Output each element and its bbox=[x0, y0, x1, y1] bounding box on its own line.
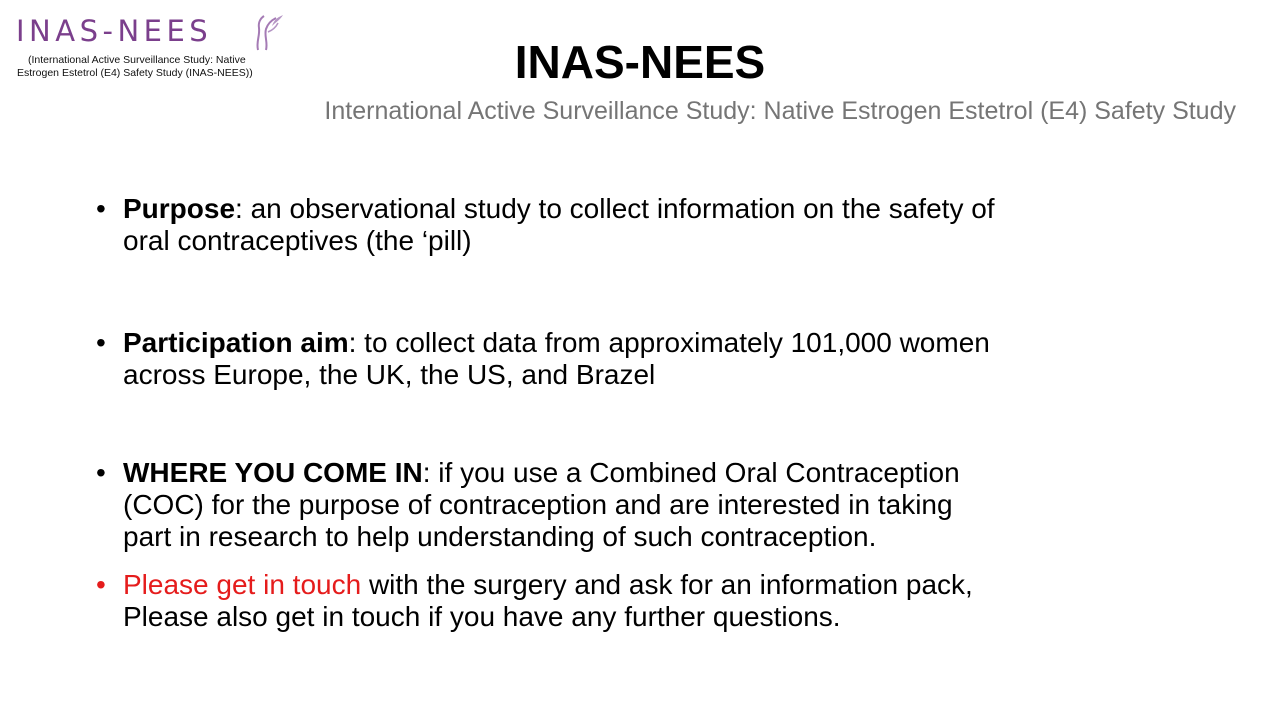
bullet-marker: • bbox=[96, 193, 106, 224]
bullet-marker: • bbox=[96, 327, 106, 358]
bullet-text: with the surgery and ask for an information pack, bbox=[361, 569, 973, 600]
bullet-item-participation-aim bbox=[96, 327, 1216, 391]
logo-caption-line-2: Estrogen Estetrol (E4) Safety Study (INAS-NEES)) bbox=[17, 67, 253, 79]
page-subtitle: International Active Surveillance Study: Native Estrogen Estetrol (E4) Safety Study bbox=[324, 97, 1236, 125]
page-title: INAS-NEES bbox=[514, 36, 766, 88]
bullet-text: across Europe, the UK, the US, and Brazel bbox=[123, 359, 656, 390]
bullet-label: WHERE YOU COME IN bbox=[123, 457, 423, 488]
bullet-item-where-you-come-in bbox=[96, 457, 1216, 553]
bullet-highlight: Please get in touch bbox=[123, 569, 362, 600]
bullet-text: oral contraceptives (the ‘pill) bbox=[123, 225, 472, 256]
bullet-item-get-in-touch bbox=[96, 569, 1216, 633]
bullet-marker: • bbox=[96, 569, 106, 600]
bullet-text: part in research to help understanding of such contraception. bbox=[123, 521, 877, 552]
logo-wordmark: INAS-NEES bbox=[16, 14, 213, 48]
bullet-label: Participation aim bbox=[123, 327, 349, 358]
bullet-text: : an observational study to collect information on the safety of bbox=[235, 193, 995, 224]
bullet-text: : to collect data from approximately 101,000 women bbox=[348, 327, 990, 358]
bullet-label: Purpose bbox=[123, 193, 236, 224]
bullet-text: : if you use a Combined Oral Contraception bbox=[422, 457, 960, 488]
bullet-list bbox=[96, 193, 1216, 633]
bullet-marker: • bbox=[96, 457, 106, 488]
bullet-text: Please also get in touch if you have any further questions. bbox=[123, 601, 841, 632]
bullet-item-purpose bbox=[96, 193, 1216, 257]
bullet-text: (COC) for the purpose of contraception and are interested in taking bbox=[123, 489, 953, 520]
logo-caption-line-1: (International Active Surveillance Study: Native bbox=[28, 54, 246, 66]
